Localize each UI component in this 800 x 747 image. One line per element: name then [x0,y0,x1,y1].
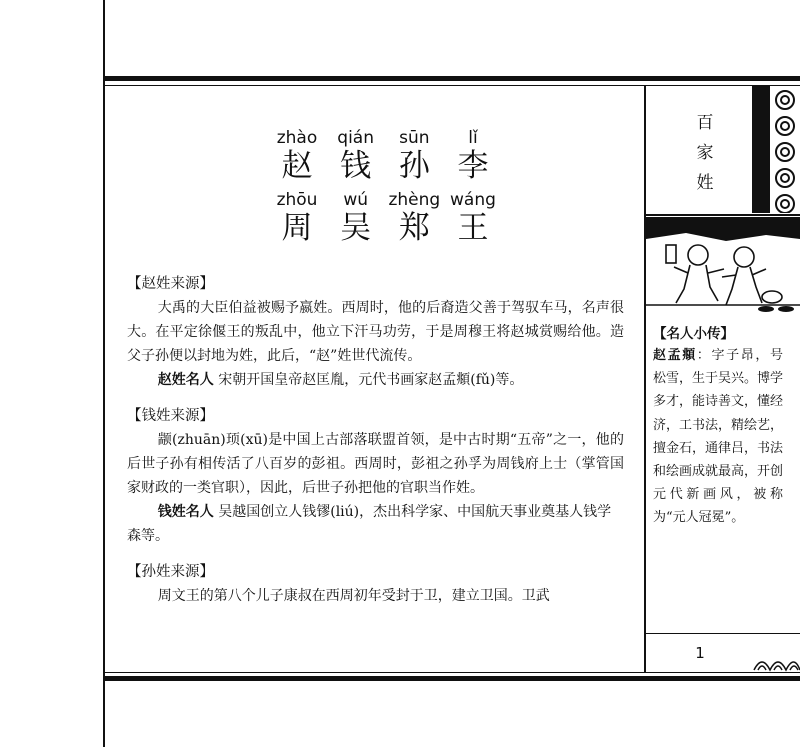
bio-body: ：字子昂，号松雪，生于吴兴。博学多才，能诗善文，懂经济，工书法，精绘艺，擅金石，通律吕，书法和绘画成就最高，开创元代新画风，被称为“元人冠冕”。 [653,348,784,526]
pinyin: zhào [276,128,318,148]
sidebar-title: 百家姓 [696,113,714,193]
section-title-zhao: 【赵姓来源】 [127,276,214,292]
section-title-qian: 【钱姓来源】 [127,408,214,424]
section-body-zhao: 大禹的大臣伯益被赐予嬴姓。西周时，他的后裔造父善于驾驭车马，名声很大。在平定徐偃王的叛乱中，他立下汗马功劳，于是周穆王将赵城赏赐给他。造父子孙便以封地为姓，此后，“赵”姓世代流传。 [127,300,624,364]
famous-label: 赵姓名人 [157,372,214,388]
pinyin: lǐ [468,128,478,148]
hanzi-row-2 [270,210,500,246]
top-thin-rule [103,85,800,86]
corner-pattern-ornament [752,650,800,672]
hanzi: 周 [281,210,313,246]
hanzi-row-1 [270,148,500,184]
hanzi: 钱 [340,148,372,184]
pinyin: zhèng [388,190,441,210]
bio-name: 赵孟頫 [653,348,697,363]
famous-text: 宋朝开国皇帝赵匡胤，元代书画家赵孟頫(fǔ)等。 [213,372,524,388]
pinyin: wú [343,190,368,210]
pinyin: wáng [450,190,496,210]
pinyin: sūn [399,128,430,148]
pinyin: zhōu [276,190,318,210]
sidebar-rule-1 [644,214,800,216]
famous-people-qian [127,500,624,548]
section-title-sun: 【孙姓来源】 [127,564,214,580]
pinyin-row-2 [270,190,500,210]
famous-people-zhao [127,368,624,392]
cloud-pattern-ornament [770,86,800,213]
top-band [103,76,800,81]
pinyin: qián [337,128,375,148]
section-body-sun: 周文王的第八个儿子康叔在西周初年受封于卫，建立卫国。卫武 [157,588,550,604]
page-number: 1 [695,644,705,662]
hero-surnames [270,128,500,246]
bio-header: 【名人小传】 [653,326,734,342]
hanzi: 孙 [398,148,430,184]
children-illustration [646,217,800,313]
decorative-bar [752,86,770,213]
sidebar-rule-2 [644,633,800,634]
left-page-border [103,0,105,747]
hanzi: 郑 [398,210,430,246]
bottom-thin-rule [103,672,800,673]
famous-label: 钱姓名人 [157,504,214,520]
main-content [127,272,624,608]
sidebar-divider [644,85,646,673]
hanzi: 吴 [340,210,372,246]
section-body-qian: 颛(zhuān)顼(xū)是中国上古部落联盟首领，是中古时期“五帝”之一，他的后世子孙有相传活了八百岁的彭祖。西周时，彭祖之孙孚为周钱府上士（掌管国家财政的一类官职），因此，后世子孙把他的官职当作姓。 [127,432,624,496]
famous-text: 吴越国创立人钱镠(liú)，杰出科学家、中国航天事业奠基人钱学森等。 [127,504,612,544]
hanzi: 赵 [281,148,313,184]
hanzi: 李 [457,148,489,184]
bottom-band [103,676,800,681]
bio-text [653,344,783,530]
hanzi: 王 [457,210,489,246]
pinyin-row-1 [270,128,500,148]
